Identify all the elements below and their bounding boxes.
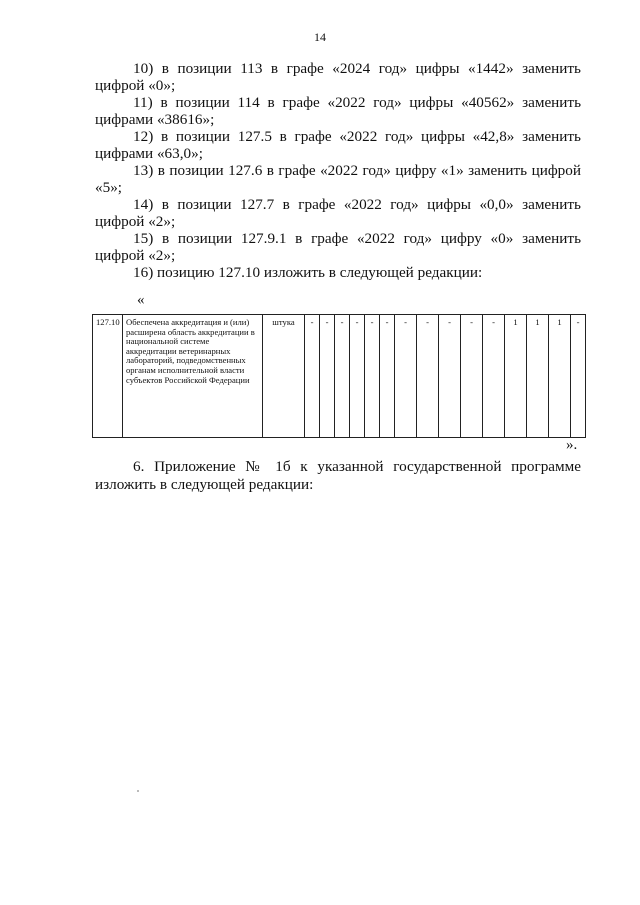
appendix-paragraph-block bbox=[95, 458, 581, 494]
value-cell: 1 bbox=[505, 315, 527, 438]
value-cell: - bbox=[320, 315, 335, 438]
amendment-item-15: 15) в позиции 127.9.1 в графе «2022 год» цифру «0» заменить цифрой «2»; bbox=[95, 230, 581, 264]
value-cell: 1 bbox=[549, 315, 571, 438]
amendment-item-11: 11) в позиции 114 в графе «2022 год» цифры «40562» заменить цифрами «38616»; bbox=[95, 94, 581, 128]
value-cell: - bbox=[365, 315, 380, 438]
closing-quote: ». bbox=[566, 437, 578, 453]
opening-quote: « bbox=[137, 292, 145, 308]
value-cell: - bbox=[461, 315, 483, 438]
value-cell: - bbox=[380, 315, 395, 438]
amendment-list bbox=[95, 60, 581, 281]
position-name: Обеспечена аккредитация и (или) расширена область аккредитации в национальной системе аккредитации ветеринарных лабораторий, подведомственных органам исполнительной власти субъектов Российской Федерации bbox=[123, 315, 263, 438]
value-cell: 1 bbox=[527, 315, 549, 438]
value-cell: - bbox=[350, 315, 365, 438]
page-number: 14 bbox=[314, 30, 326, 44]
value-cell: - bbox=[305, 315, 320, 438]
amendment-item-14: 14) в позиции 127.7 в графе «2022 год» цифры «0,0» заменить цифрой «2»; bbox=[95, 196, 581, 230]
position-code: 127.10 bbox=[93, 315, 123, 438]
value-cell: - bbox=[571, 315, 586, 438]
amendment-item-13: 13) в позиции 127.6 в графе «2022 год» цифру «1» заменить цифрой «5»; bbox=[95, 162, 581, 196]
value-cell: - bbox=[335, 315, 350, 438]
position-unit: штука bbox=[263, 315, 305, 438]
amendment-item-12: 12) в позиции 127.5 в графе «2022 год» цифры «42,8» заменить цифрами «63,0»; bbox=[95, 128, 581, 162]
table-row bbox=[93, 315, 586, 438]
value-cell: - bbox=[395, 315, 417, 438]
amendment-item-16: 16) позицию 127.10 изложить в следующей редакции: bbox=[133, 264, 483, 281]
position-table bbox=[92, 314, 586, 438]
value-cell: - bbox=[483, 315, 505, 438]
scan-artifact bbox=[137, 790, 139, 792]
value-cell: - bbox=[439, 315, 461, 438]
value-cell: - bbox=[417, 315, 439, 438]
amendment-item-10: 10) в позиции 113 в графе «2024 год» цифры «1442» заменить цифрой «0»; bbox=[95, 60, 581, 94]
appendix-paragraph: 6. Приложение № 1б к указанной государственной программе изложить в следующей редакции: bbox=[95, 458, 581, 493]
